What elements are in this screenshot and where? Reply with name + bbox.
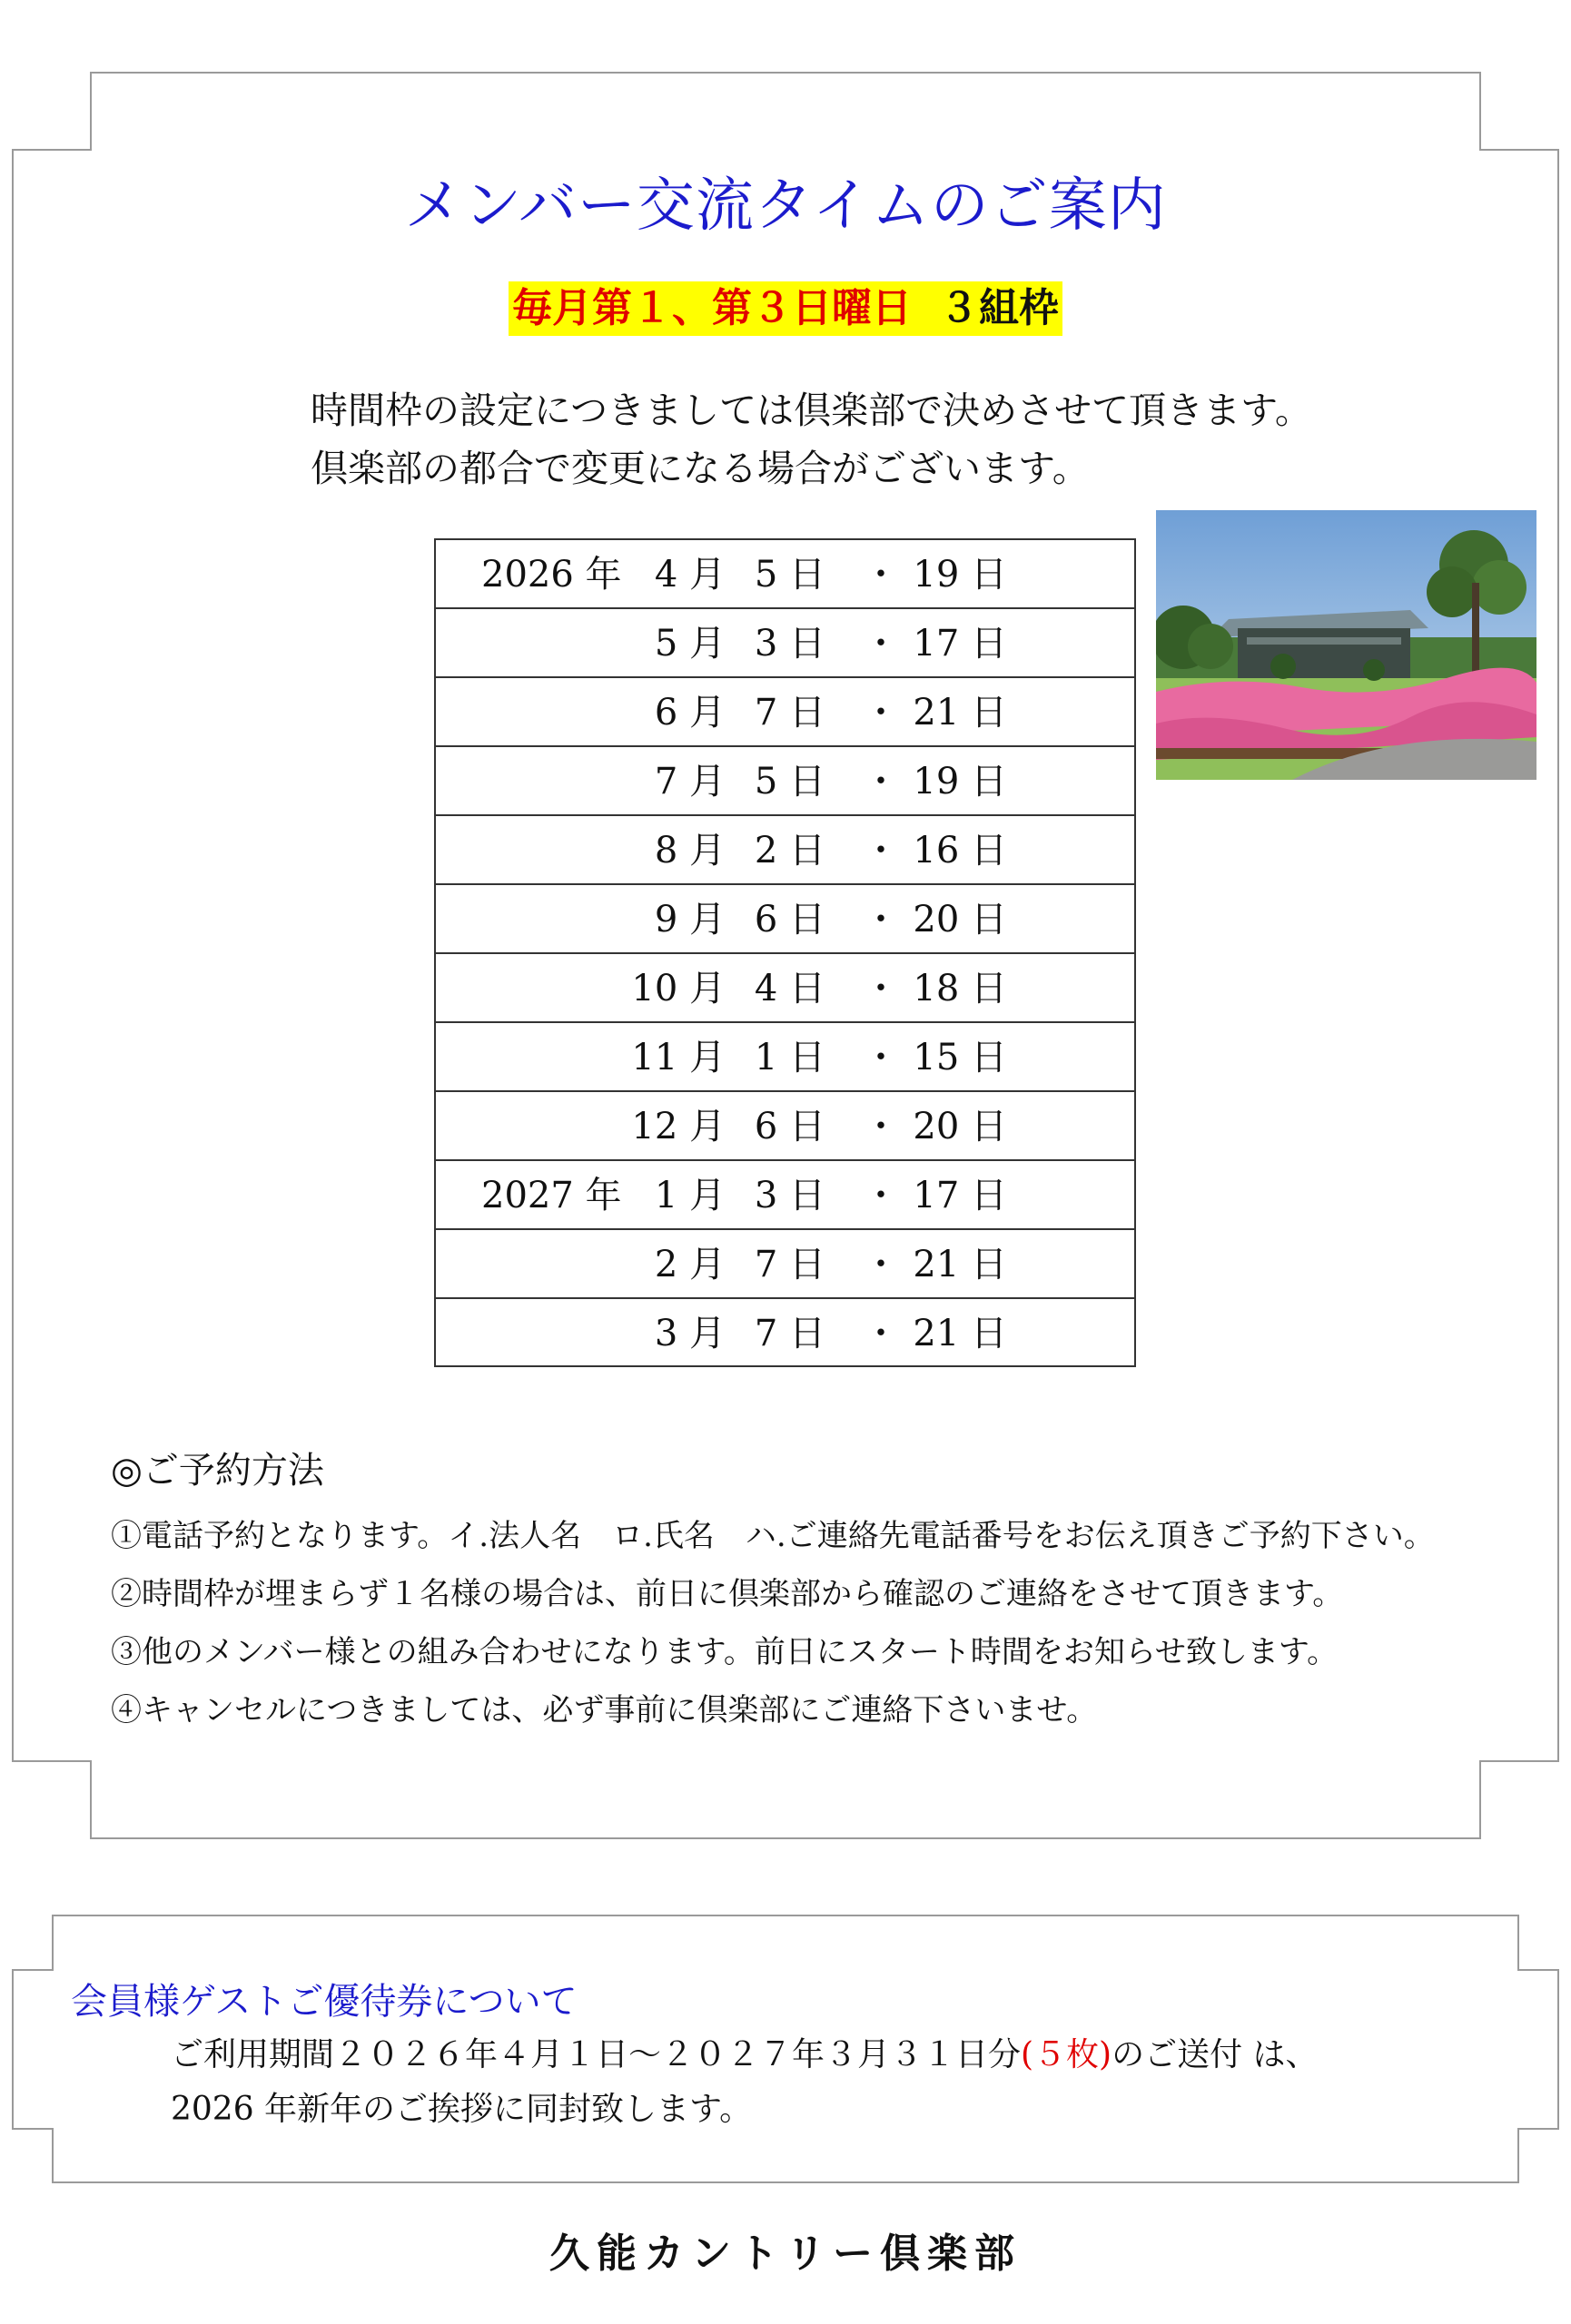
schedule-summary — [0, 281, 1571, 336]
table-row — [436, 1299, 1134, 1368]
third-sunday-cell: 20 日 — [913, 899, 1007, 940]
third-sunday-cell: 16 日 — [913, 830, 1007, 872]
month-cell: 7 月 — [654, 761, 726, 803]
separator-cell: ・ — [863, 1106, 899, 1147]
highlight-band — [509, 281, 1062, 336]
notes — [311, 381, 1312, 497]
separator-cell: ・ — [863, 1175, 899, 1216]
table-row — [436, 1092, 1134, 1161]
third-sunday-cell: 17 日 — [913, 1175, 1007, 1216]
first-sunday-cell: 5 日 — [754, 554, 825, 596]
table-row — [436, 885, 1134, 954]
separator-cell: ・ — [863, 761, 899, 803]
month-cell: 2 月 — [654, 1244, 726, 1285]
month-cell: 6 月 — [654, 692, 726, 734]
table-row — [436, 747, 1134, 816]
note-line: 倶楽部の都合で変更になる場合がございます。 — [311, 447, 1090, 490]
third-sunday-cell: 21 日 — [913, 1313, 1007, 1354]
guest-voucher-count: (５枚) — [1021, 2036, 1112, 2073]
third-sunday-cell: 20 日 — [913, 1106, 1007, 1147]
page-title: メンバー交流タイムのご案内 — [404, 172, 1167, 240]
first-sunday-cell: 5 日 — [754, 761, 825, 803]
table-row — [436, 1161, 1134, 1230]
table-row — [436, 540, 1134, 609]
third-sunday-cell: 19 日 — [913, 554, 1007, 596]
first-sunday-cell: 7 日 — [754, 1313, 825, 1354]
list-item: ②時間枠が埋まらず１名様の場合は、前日に倶楽部から確認のご連絡をさせて頂きます。 — [111, 1576, 1344, 1612]
separator-cell: ・ — [863, 623, 899, 665]
table-row — [436, 609, 1134, 678]
month-cell: 9 月 — [654, 899, 726, 940]
guest-voucher-title: 会員様ゲストご優待券について — [71, 1981, 578, 2023]
first-sunday-cell: 6 日 — [754, 899, 825, 940]
clubhouse-photo — [1156, 510, 1536, 780]
separator-cell: ・ — [863, 968, 899, 1009]
separator-cell: ・ — [863, 899, 899, 940]
separator-cell: ・ — [863, 692, 899, 734]
month-cell: 8 月 — [654, 830, 726, 872]
separator-cell: ・ — [863, 554, 899, 596]
note-line: 時間枠の設定につきましては倶楽部で決めさせて頂きます。 — [311, 389, 1312, 432]
first-sunday-cell: 4 日 — [754, 968, 825, 1009]
year-cell: 2027 年 — [481, 1175, 622, 1216]
third-sunday-cell: 17 日 — [913, 623, 1007, 665]
first-sunday-cell: 3 日 — [754, 623, 825, 665]
list-item: ③他のメンバー様との組み合わせになります。前日にスタート時間をお知らせ致します。 — [111, 1634, 1339, 1670]
separator-cell: ・ — [863, 1313, 899, 1354]
guest-voucher-text — [171, 2028, 1319, 2137]
guest-period: ご利用期間２０２６年４月１日～２０２７年３月３１日分 — [171, 2036, 1022, 2073]
table-row — [436, 816, 1134, 885]
first-sunday-cell: 2 日 — [754, 830, 825, 872]
third-sunday-cell: 19 日 — [913, 761, 1007, 803]
separator-cell: ・ — [863, 830, 899, 872]
first-sunday-cell: 7 日 — [754, 1244, 825, 1285]
first-sunday-cell: 3 日 — [754, 1175, 825, 1216]
month-cell: 1 月 — [654, 1175, 726, 1216]
separator-cell: ・ — [863, 1037, 899, 1078]
month-cell: 3 月 — [654, 1313, 726, 1354]
first-sunday-cell: 7 日 — [754, 692, 825, 734]
month-cell: 12 月 — [631, 1106, 726, 1147]
table-row — [436, 954, 1134, 1023]
reservation-list — [111, 1507, 1435, 1739]
table-row — [436, 678, 1134, 747]
guest-line-2: 2026 年新年のご挨拶に同封致します。 — [171, 2091, 753, 2128]
reservation-title: ◎ご予約方法 — [111, 1450, 324, 1492]
first-sunday-cell: 6 日 — [754, 1106, 825, 1147]
club-name: 久能カントリー倶楽部 — [549, 2230, 1022, 2277]
month-cell: 10 月 — [631, 968, 726, 1009]
schedule-days: 毎月第１、第３日曜日 — [512, 285, 912, 331]
list-item: ①電話予約となります。イ.法人名 ロ.氏名 ハ.ご連絡先電話番号をお伝え頂きご予約下さい。 — [111, 1518, 1435, 1554]
table-row — [436, 1230, 1134, 1299]
guest-line-1 — [171, 2028, 1319, 2083]
schedule-groups: ３組枠 — [939, 285, 1059, 331]
year-cell: 2026 年 — [481, 554, 622, 596]
list-item: ④キャンセルにつきましては、必ず事前に倶楽部にご連絡下さいませ。 — [111, 1692, 1098, 1728]
third-sunday-cell: 18 日 — [913, 968, 1007, 1009]
month-cell: 11 月 — [631, 1037, 726, 1078]
guest-delivery: のご送付 は、 — [1112, 2036, 1319, 2073]
third-sunday-cell: 15 日 — [913, 1037, 1007, 1078]
month-cell: 5 月 — [654, 623, 726, 665]
table-row — [436, 1023, 1134, 1092]
month-cell: 4 月 — [654, 554, 726, 596]
schedule-table — [434, 538, 1136, 1367]
third-sunday-cell: 21 日 — [913, 1244, 1007, 1285]
third-sunday-cell: 21 日 — [913, 692, 1007, 734]
first-sunday-cell: 1 日 — [754, 1037, 825, 1078]
separator-cell: ・ — [863, 1244, 899, 1285]
